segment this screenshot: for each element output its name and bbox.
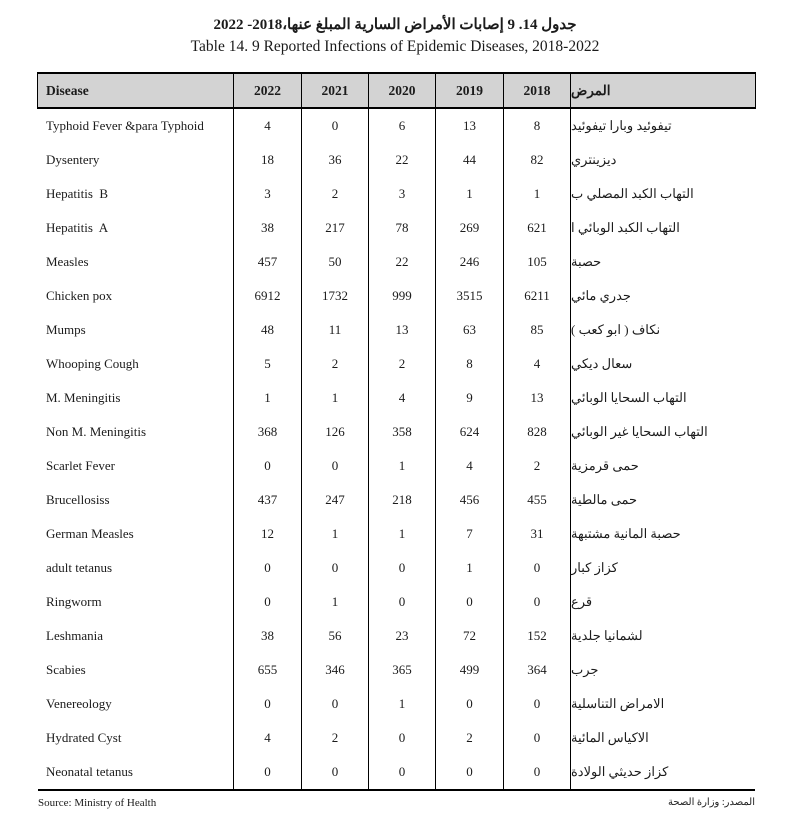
value-cell: 346 bbox=[301, 653, 368, 687]
value-cell: 499 bbox=[435, 653, 503, 687]
value-cell: 358 bbox=[368, 415, 435, 449]
table-row bbox=[38, 415, 755, 449]
table-row bbox=[38, 143, 755, 177]
table-row bbox=[38, 585, 755, 619]
value-cell: 4 bbox=[435, 449, 503, 483]
value-cell: 0 bbox=[368, 755, 435, 789]
disease-name-en: Hepatitis B bbox=[46, 186, 109, 201]
value-cell: 9 bbox=[435, 381, 503, 415]
value-cell: 6 bbox=[368, 109, 435, 143]
value-cell: 0 bbox=[435, 585, 503, 619]
table-row bbox=[38, 347, 755, 381]
disease-name-en: Hepatitis A bbox=[46, 220, 109, 235]
value-cell: 0 bbox=[503, 585, 570, 619]
table-row bbox=[38, 517, 755, 551]
table-row bbox=[38, 483, 755, 517]
table-row bbox=[38, 653, 755, 687]
disease-name-en: Leshmania bbox=[46, 628, 104, 643]
value-cell: 38 bbox=[233, 619, 301, 653]
header-year-2021: 2021 bbox=[301, 74, 368, 107]
value-cell: 6912 bbox=[233, 279, 301, 313]
value-cell: 1 bbox=[503, 177, 570, 211]
disease-name-ar: قرع bbox=[570, 585, 755, 619]
disease-name-en: Ringworm bbox=[46, 594, 102, 609]
disease-name-ar: التهاب الكبد الوبائي ا bbox=[570, 211, 755, 245]
value-cell: 624 bbox=[435, 415, 503, 449]
value-cell: 1 bbox=[301, 585, 368, 619]
value-cell: 36 bbox=[301, 143, 368, 177]
value-cell: 82 bbox=[503, 143, 570, 177]
value-cell: 0 bbox=[301, 687, 368, 721]
value-cell: 1 bbox=[435, 551, 503, 585]
source-note-arabic: المصدر: وزارة الصحة bbox=[668, 797, 755, 808]
value-cell: 13 bbox=[503, 381, 570, 415]
disease-name-ar: حصبة bbox=[570, 245, 755, 279]
value-cell: 2 bbox=[301, 347, 368, 381]
table-footer bbox=[38, 797, 755, 809]
value-cell: 152 bbox=[503, 619, 570, 653]
table-row bbox=[38, 449, 755, 483]
table-row bbox=[38, 109, 755, 143]
value-cell: 364 bbox=[503, 653, 570, 687]
disease-name-ar: التهاب السحايا غير الوبائي bbox=[570, 415, 755, 449]
value-cell: 999 bbox=[368, 279, 435, 313]
disease-name-ar: لشمانيا جلدية bbox=[570, 619, 755, 653]
value-cell: 50 bbox=[301, 245, 368, 279]
disease-name-en: Measles bbox=[46, 254, 89, 269]
value-cell: 4 bbox=[233, 721, 301, 755]
value-cell: 11 bbox=[301, 313, 368, 347]
disease-name-en: Scabies bbox=[46, 662, 86, 677]
disease-name-en: M. Meningitis bbox=[46, 390, 121, 405]
disease-name-ar: حمى قرمزية bbox=[570, 449, 755, 483]
value-cell: 63 bbox=[435, 313, 503, 347]
value-cell: 828 bbox=[503, 415, 570, 449]
header-year-2019: 2019 bbox=[435, 74, 503, 107]
value-cell: 0 bbox=[233, 551, 301, 585]
table-row bbox=[38, 721, 755, 755]
value-cell: 2 bbox=[435, 721, 503, 755]
value-cell: 218 bbox=[368, 483, 435, 517]
value-cell: 126 bbox=[301, 415, 368, 449]
value-cell: 22 bbox=[368, 245, 435, 279]
value-cell: 2 bbox=[301, 721, 368, 755]
value-cell: 8 bbox=[503, 109, 570, 143]
value-cell: 0 bbox=[233, 755, 301, 789]
value-cell: 0 bbox=[233, 585, 301, 619]
value-cell: 0 bbox=[368, 551, 435, 585]
value-cell: 0 bbox=[368, 721, 435, 755]
value-cell: 247 bbox=[301, 483, 368, 517]
table-row bbox=[38, 279, 755, 313]
value-cell: 0 bbox=[503, 687, 570, 721]
disease-name-ar: كزاز كبار bbox=[570, 551, 755, 585]
value-cell: 368 bbox=[233, 415, 301, 449]
value-cell: 6211 bbox=[503, 279, 570, 313]
value-cell: 4 bbox=[368, 381, 435, 415]
table-body bbox=[38, 109, 755, 789]
table-header-row bbox=[37, 72, 756, 109]
value-cell: 3 bbox=[233, 177, 301, 211]
value-cell: 2 bbox=[503, 449, 570, 483]
value-cell: 365 bbox=[368, 653, 435, 687]
value-cell: 38 bbox=[233, 211, 301, 245]
value-cell: 0 bbox=[301, 755, 368, 789]
value-cell: 0 bbox=[503, 551, 570, 585]
disease-name-ar: الامراض التناسلية bbox=[570, 687, 755, 721]
value-cell: 2 bbox=[368, 347, 435, 381]
value-cell: 1 bbox=[301, 517, 368, 551]
disease-name-en: Dysentery bbox=[46, 152, 100, 167]
table-title-arabic: جدول 14. 9 إصابات الأمراض السارية المبلغ عنها،2018- 2022 bbox=[213, 17, 577, 33]
value-cell: 1 bbox=[368, 517, 435, 551]
value-cell: 44 bbox=[435, 143, 503, 177]
header-disease-en: Disease bbox=[46, 82, 89, 98]
value-cell: 0 bbox=[503, 755, 570, 789]
disease-name-ar: التهاب السحايا الوبائي bbox=[570, 381, 755, 415]
value-cell: 1732 bbox=[301, 279, 368, 313]
disease-name-ar: نكاف ( ابو كعب ) bbox=[570, 313, 755, 347]
value-cell: 437 bbox=[233, 483, 301, 517]
value-cell: 56 bbox=[301, 619, 368, 653]
value-cell: 655 bbox=[233, 653, 301, 687]
disease-name-en: Mumps bbox=[46, 322, 86, 337]
value-cell: 12 bbox=[233, 517, 301, 551]
disease-name-en: Neonatal tetanus bbox=[46, 764, 133, 779]
disease-name-en: German Measles bbox=[46, 526, 134, 541]
value-cell: 22 bbox=[368, 143, 435, 177]
value-cell: 0 bbox=[233, 449, 301, 483]
table-row bbox=[38, 619, 755, 653]
value-cell: 269 bbox=[435, 211, 503, 245]
value-cell: 2 bbox=[301, 177, 368, 211]
table-row bbox=[38, 551, 755, 585]
value-cell: 457 bbox=[233, 245, 301, 279]
value-cell: 78 bbox=[368, 211, 435, 245]
table-title-english: Table 14. 9 Reported Infections of Epidemic Diseases, 2018-2022 bbox=[190, 38, 600, 55]
value-cell: 1 bbox=[233, 381, 301, 415]
value-cell: 7 bbox=[435, 517, 503, 551]
table-row bbox=[38, 381, 755, 415]
value-cell: 0 bbox=[503, 721, 570, 755]
value-cell: 0 bbox=[301, 449, 368, 483]
value-cell: 3 bbox=[368, 177, 435, 211]
epidemic-diseases-table bbox=[38, 72, 755, 791]
header-disease-ar: المرض bbox=[570, 74, 755, 107]
value-cell: 85 bbox=[503, 313, 570, 347]
disease-name-en: adult tetanus bbox=[46, 560, 113, 575]
disease-name-en: Scarlet Fever bbox=[46, 458, 115, 473]
disease-name-en: Chicken pox bbox=[46, 288, 113, 303]
value-cell: 72 bbox=[435, 619, 503, 653]
source-note-english: Source: Ministry of Health bbox=[38, 797, 157, 809]
value-cell: 5 bbox=[233, 347, 301, 381]
table-row bbox=[38, 313, 755, 347]
disease-name-ar: جرب bbox=[570, 653, 755, 687]
disease-name-ar: تيفوئيد وبارا تيفوئيد bbox=[570, 109, 755, 143]
disease-name-en: Non M. Meningitis bbox=[46, 424, 147, 439]
value-cell: 0 bbox=[368, 585, 435, 619]
disease-name-ar: الاكياس المائية bbox=[570, 721, 755, 755]
value-cell: 0 bbox=[301, 551, 368, 585]
value-cell: 18 bbox=[233, 143, 301, 177]
value-cell: 0 bbox=[233, 687, 301, 721]
value-cell: 455 bbox=[503, 483, 570, 517]
disease-name-ar: جدري مائي bbox=[570, 279, 755, 313]
value-cell: 23 bbox=[368, 619, 435, 653]
disease-name-ar: كزاز حديثي الولادة bbox=[570, 755, 755, 789]
value-cell: 1 bbox=[368, 449, 435, 483]
disease-name-ar: سعال ديكي bbox=[570, 347, 755, 381]
value-cell: 8 bbox=[435, 347, 503, 381]
value-cell: 1 bbox=[435, 177, 503, 211]
disease-name-en: Hydrated Cyst bbox=[46, 730, 122, 745]
disease-name-en: Venereology bbox=[46, 696, 112, 711]
value-cell: 0 bbox=[435, 687, 503, 721]
value-cell: 31 bbox=[503, 517, 570, 551]
value-cell: 456 bbox=[435, 483, 503, 517]
header-year-2020: 2020 bbox=[368, 74, 435, 107]
header-year-2022: 2022 bbox=[233, 74, 301, 107]
table-row bbox=[38, 245, 755, 279]
disease-name-en: Brucellosiss bbox=[46, 492, 110, 507]
disease-name-ar: التهاب الكبد المصلي ب bbox=[570, 177, 755, 211]
value-cell: 1 bbox=[301, 381, 368, 415]
value-cell: 13 bbox=[435, 109, 503, 143]
table-row bbox=[38, 211, 755, 245]
disease-name-ar: ديزينتري bbox=[570, 143, 755, 177]
value-cell: 4 bbox=[233, 109, 301, 143]
value-cell: 217 bbox=[301, 211, 368, 245]
value-cell: 105 bbox=[503, 245, 570, 279]
value-cell: 3515 bbox=[435, 279, 503, 313]
value-cell: 246 bbox=[435, 245, 503, 279]
value-cell: 0 bbox=[301, 109, 368, 143]
disease-name-en: Typhoid Fever &para Typhoid bbox=[46, 118, 204, 133]
header-year-2018: 2018 bbox=[503, 74, 570, 107]
table-row bbox=[38, 177, 755, 211]
value-cell: 13 bbox=[368, 313, 435, 347]
value-cell: 621 bbox=[503, 211, 570, 245]
value-cell: 0 bbox=[435, 755, 503, 789]
table-row bbox=[38, 755, 755, 789]
disease-name-ar: حمى مالطية bbox=[570, 483, 755, 517]
disease-name-en: Whooping Cough bbox=[46, 356, 139, 371]
value-cell: 48 bbox=[233, 313, 301, 347]
disease-name-ar: حصبة المانية مشتبهة bbox=[570, 517, 755, 551]
value-cell: 1 bbox=[368, 687, 435, 721]
value-cell: 4 bbox=[503, 347, 570, 381]
table-row bbox=[38, 687, 755, 721]
